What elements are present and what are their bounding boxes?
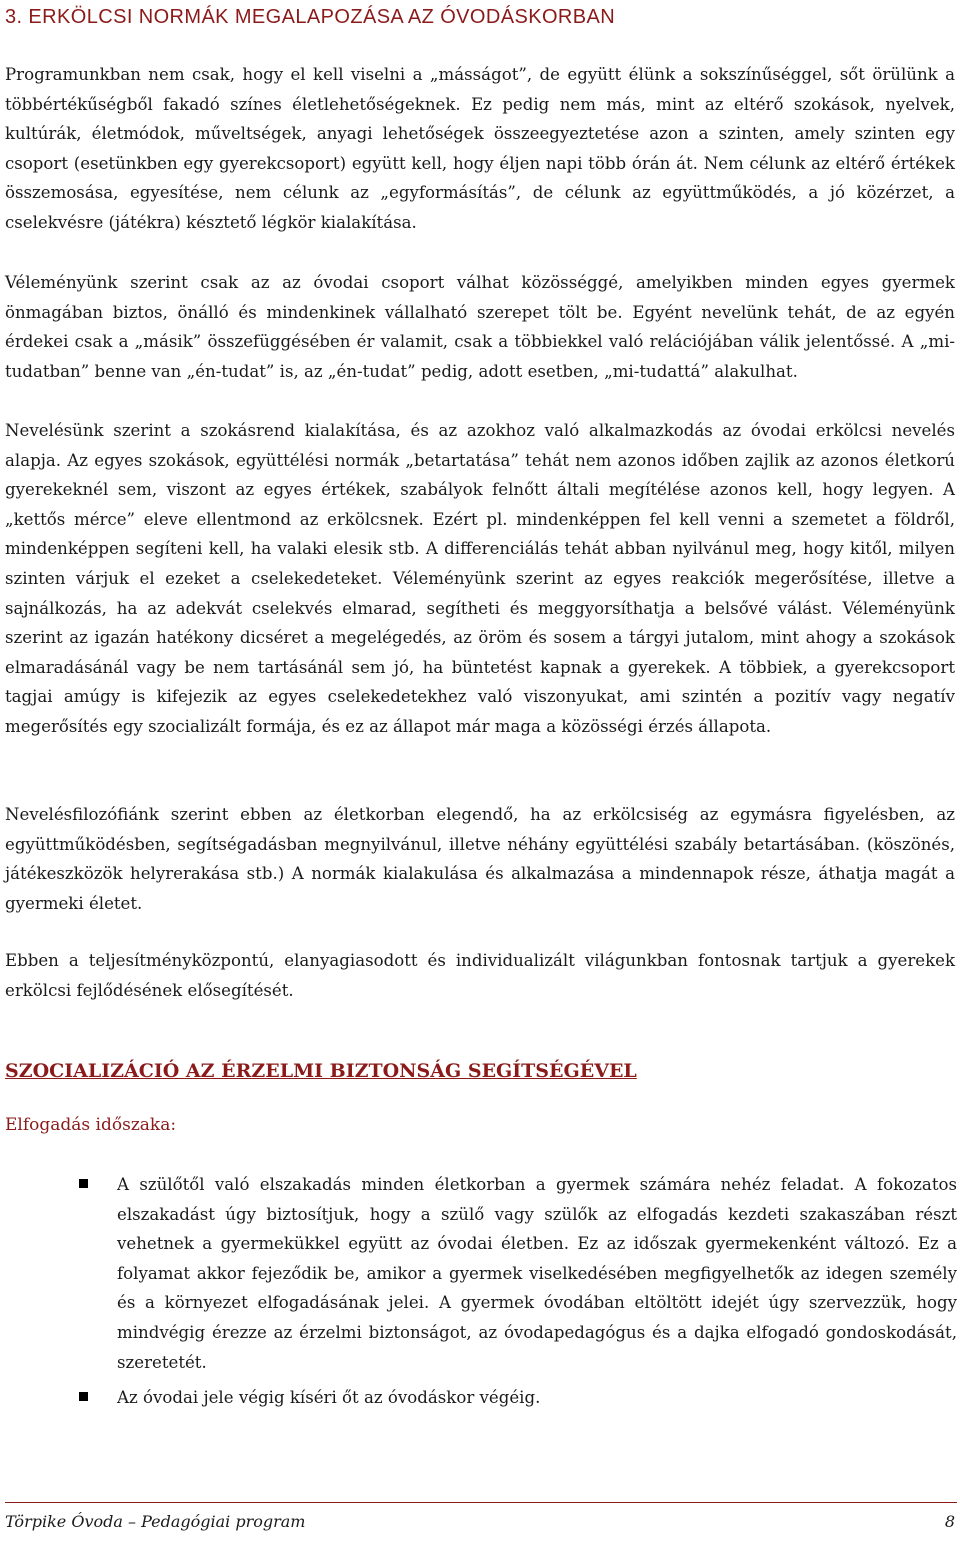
list-item [5,1170,957,1377]
section-heading: SZOCIALIZÁCIÓ AZ ÉRZELMI BIZTONSÁG SEGÍTSÉGÉVEL [5,1060,637,1082]
square-bullet-icon [79,1179,88,1188]
list-item [5,1383,957,1413]
paragraph-habits: Nevelésünk szerint a szokásrend kialakítása, és az azokhoz való alkalmazkodás az óvodai erkölcsi nevelés alapja. Az egyes szokások, együttélési normák „betartatása” tehát nem azonos időben zajlik az azonos életkorú gyerekeknél sem, viszont az egyes értékek, szabályok felnőtt általi megítélése azonos kell, hogy legyen. A „kettős mérce” eleve ellentmond az erkölcsnek. Ezért pl. mindenképpen fel kell venni a szemetet a földről, mindenképpen segíteni kell, ha valaki elesik stb. A differenciálás tehát abban nyilvánul meg, hogy kitől, milyen szinten várjuk el ezeket a cselekedeteket. Véleményünk szerint az egyes reakciók megerősítése, illetve a sajnálkozás, ha az adekvát cselekvés elmarad, segítheti és meggyorsíthatja a belsővé válást. Véleményünk szerint az igazán hatékony dicséret a megelégedés, az öröm és sosem a tárgyi jutalom, mint ahogy a szokások elmaradásánál vagy be nem tartásánál sem jó, ha büntetést kapnak a gyerekek. A többiek, a gyerekcsoport tagjai amúgy is kifejezik az egyes cselekedetekhez való viszonyukat, ami szintén a pozitív vagy negatív megerősítés egy szocializált formája, és ez az állapot már maga a közösségi érzés állapota. [5,421,955,736]
list-item-text: Az óvodai jele végig kíséri őt az óvodáskor végéig. [117,1388,541,1408]
paragraph-philosophy: Nevelésfilozófiánk szerint ebben az életkorban elegendő, ha az erkölcsiség az egymásra figyelésben, az együttműködésben, segítségadásban megnyilvánul, illetve néhány együttélési szabály betartásában. (köszönés, játékeszközök helyrerakása stb.) A normák kialakulása és alkalmazása a mindennapok része, áthatja magát a gyermeki életet. [5,805,955,913]
footer-title: Törpike Óvoda – Pedagógiai program [5,1512,306,1531]
chapter-title: 3. ERKÖLCSI NORMÁK MEGALAPOZÁSA AZ ÓVODÁSKORBAN [5,6,616,28]
square-bullet-icon [79,1392,88,1401]
footer-divider [5,1502,957,1503]
page-number: 8 [944,1512,955,1531]
subsection-heading: Elfogadás időszaka: [5,1115,177,1135]
bullet-list [5,1170,957,1419]
paragraph-diversity: Programunkban nem csak, hogy el kell viselni a „másságot”, de együtt élünk a sokszínűséggel, sőt örülünk a többértékűségből fakadó színes életlehetőségeknek. Ez pedig nem más, mint az eltérő szokások, nyelvek, kultúrák, életmódok, műveltségek, anyagi lehetőségek összeegyeztetése azon a szinten, amely szinten egy csoport (esetünkben egy gyerekcsoport) együtt kell, hogy éljen napi több órán át. Nem célunk az eltérő értékek összemosása, egyesítése, nem célunk az „egyformásítás”, de célunk az együttműködés, a jó közérzet, a cselekvésre (játékra) késztető légkör kialakítása. [5,65,955,232]
paragraph-community: Véleményünk szerint csak az az óvodai csoport válhat közösséggé, amelyikben minden egyes gyermek önmagában biztos, önálló és mindenkinek vállalható szerepet tölt be. Egyént nevelünk tehát, de az egyén érdekei csak a „másik” összefüggésében ér valamit, csak a többiekkel való relációjában válik jelentőssé. A „mi-tudatban” benne van „én-tudat” is, az „én-tudat” pedig, adott esetben, „mi-tudattá” alakulhat. [5,273,955,381]
list-item-text: A szülőtől való elszakadás minden életkorban a gyermek számára nehéz feladat. A fokozatos elszakadást úgy biztosítjuk, hogy a szülő vagy szülők az elfogadás kezdeti szakaszában részt vehetnek a gyermekükkel együtt az óvodai életben. Ez az időszak gyermekenként változó. Ez a folyamat akkor fejeződik be, amikor a gyermek viselkedésében megfigyelhetők az idegen személy és a környezet elfogadásának jelei. A gyermek óvodában eltöltött idejét úgy szervezzük, hogy mindvégig érezze az érzelmi biztonságot, az óvodapedagógus és a dajka elfogadó gondoskodását, szeretetét. [117,1175,957,1372]
paragraph-moral-development: Ebben a teljesítményközpontú, elanyagiasodott és individualizált világunkban fontosnak tartjuk a gyerekek erkölcsi fejlődésének elősegítését. [5,951,955,1000]
